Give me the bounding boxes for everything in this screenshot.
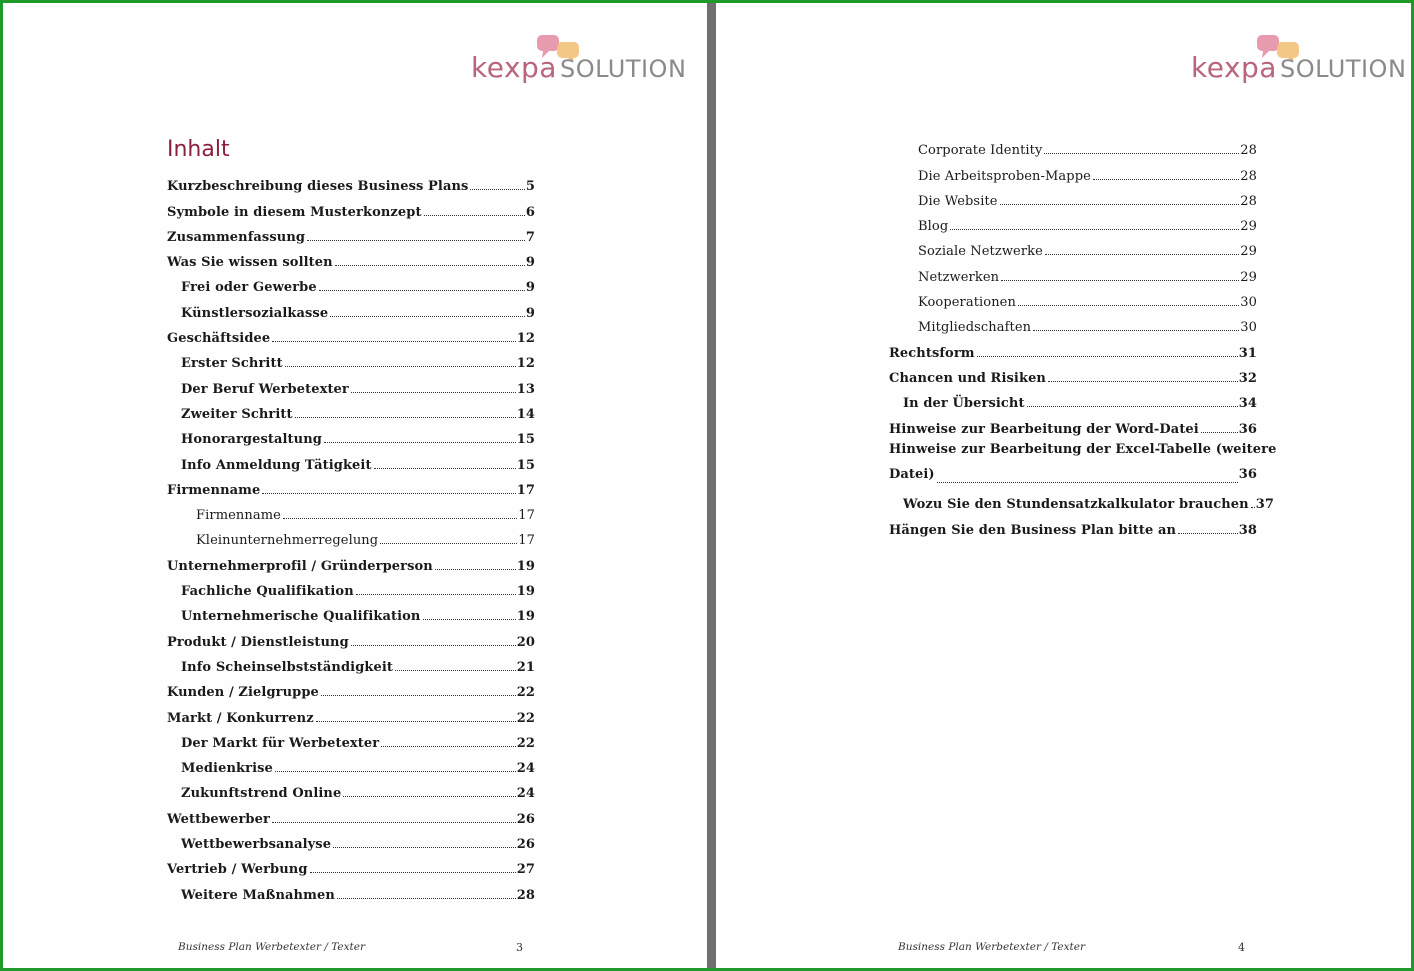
toc-entry[interactable]	[167, 422, 535, 447]
toc-entry-title: Der Beruf Werbetexter	[181, 381, 349, 397]
toc-entry-page: 24	[516, 761, 535, 777]
toc-entry-title: Blog	[918, 219, 949, 235]
toc-entry[interactable]	[889, 209, 1257, 234]
toc-entry-title: Wozu Sie den Stundensatzkalkulator brauchen	[903, 497, 1249, 513]
toc-entry[interactable]	[167, 852, 535, 877]
toc-entry[interactable]	[167, 245, 535, 270]
toc-entry-page: 31	[1238, 345, 1257, 361]
toc-dot-leader	[351, 392, 516, 393]
toc-dot-leader	[275, 771, 516, 772]
logo-product: SOLUTION	[559, 55, 687, 83]
toc-entry-page: 19	[516, 584, 535, 600]
toc-entry-title: Mitgliedschaften	[918, 320, 1032, 336]
toc-entry-page: 7	[525, 229, 535, 245]
toc-dot-leader	[395, 670, 516, 671]
toc-entry-page: 38	[1238, 522, 1257, 538]
toc-entry[interactable]	[167, 700, 535, 725]
toc-entry[interactable]	[167, 220, 535, 245]
toc-entry-page: 20	[516, 634, 535, 650]
toc-entry-page: 15	[516, 457, 535, 473]
toc-entry-page: 30	[1240, 320, 1257, 336]
toc-entry-page: 29	[1240, 219, 1257, 235]
toc-entry-page: 26	[516, 811, 535, 827]
toc-dot-leader	[356, 594, 516, 595]
toc-dot-leader	[435, 569, 516, 570]
toc-entry[interactable]	[889, 361, 1257, 386]
toc-entry[interactable]	[889, 234, 1257, 259]
toc-dot-leader	[1001, 280, 1239, 281]
toc-entry-page: 37	[1255, 497, 1275, 513]
toc-entry-title: Corporate Identity	[918, 143, 1043, 159]
toc-dot-leader	[1251, 507, 1255, 508]
toc-entry-page: 21	[516, 659, 535, 675]
toc-entry[interactable]	[167, 751, 535, 776]
toc-entry-title: Netzwerken	[918, 269, 1000, 285]
toc-entry-title: Symbole in diesem Musterkonzept	[167, 204, 422, 220]
toc-entry-title: Hängen Sie den Business Plan bitte an	[889, 522, 1177, 538]
toc-entry-title: Weitere Maßnahmen	[181, 887, 335, 903]
logo-brand: kexpa	[471, 51, 557, 84]
toc-entry-title: Zukunftstrend Online	[181, 786, 342, 802]
toc-entry[interactable]	[889, 184, 1257, 209]
toc-entry-title: Vertrieb / Werbung	[167, 862, 308, 878]
toc-entry-page: 30	[1240, 295, 1257, 311]
toc-entry-page: 32	[1238, 370, 1257, 386]
toc-entry[interactable]	[167, 650, 535, 675]
toc-entry-page: 9	[525, 305, 535, 321]
toc-dot-leader	[272, 822, 516, 823]
toc-entry-title: Die Arbeitsproben-Mappe	[918, 168, 1091, 184]
toc-dot-leader	[380, 543, 517, 544]
toc-entry-page: 27	[516, 862, 535, 878]
toc-dot-leader	[330, 316, 525, 317]
toc-dot-leader	[1000, 204, 1240, 205]
toc-entry[interactable]	[889, 487, 1275, 513]
toc-dot-leader	[1048, 381, 1238, 382]
toc-entry-page: 22	[516, 735, 535, 751]
toc-entry-page: 22	[516, 710, 535, 726]
toc-entry-title: Wettbewerber	[167, 811, 270, 827]
toc-entry-page: 36	[1238, 466, 1257, 482]
toc-entry-line	[889, 462, 1257, 487]
toc-entry-page: 17	[518, 533, 535, 549]
toc-dot-leader	[381, 746, 515, 747]
toc-entry[interactable]	[889, 133, 1257, 158]
toc-entry-title: Zweiter Schritt	[181, 406, 293, 422]
toc-entry[interactable]	[889, 335, 1257, 360]
toc-entry[interactable]	[167, 726, 535, 751]
toc-dot-leader	[307, 240, 525, 241]
toc-entry-page: 15	[516, 432, 535, 448]
toc-entry-title: Geschäftsidee	[167, 331, 271, 347]
toc-heading: Inhalt	[167, 137, 230, 162]
kexpa-logo	[1191, 33, 1411, 89]
toc-entry-page: 22	[516, 685, 535, 701]
toc-entry-title: Medienkrise	[181, 761, 273, 777]
toc-entry-page: 28	[1240, 168, 1257, 184]
toc-entry-title: Firmenname	[167, 482, 261, 498]
toc-entry[interactable]	[167, 776, 535, 801]
toc-entry-title: Erster Schritt	[181, 356, 283, 372]
toc-entry[interactable]	[167, 574, 535, 599]
toc-dot-leader	[335, 265, 525, 266]
footer-page-number: 4	[1238, 941, 1245, 954]
toc-entry-page: 14	[516, 406, 535, 422]
toc-entry-title: Hinweise zur Bearbeitung der Word-Datei	[889, 421, 1199, 437]
toc-entry-title: Soziale Netzwerke	[918, 244, 1043, 260]
toc-entry[interactable]	[167, 270, 535, 295]
toc-entry[interactable]	[167, 346, 535, 371]
toc-entry-page: 29	[1240, 269, 1257, 285]
toc-entry-page: 5	[525, 179, 535, 195]
toc-dot-leader	[262, 493, 515, 494]
toc-dot-leader	[1044, 153, 1239, 154]
toc-dot-leader	[324, 442, 516, 443]
toc-entry[interactable]	[167, 548, 535, 573]
page-4	[716, 3, 1411, 968]
toc-entry-page: 26	[516, 837, 535, 853]
toc-entry-title: Chancen und Risiken	[889, 370, 1046, 386]
toc-entry-title: Produkt / Dienstleistung	[167, 634, 349, 650]
toc-entry-page: 17	[518, 508, 535, 524]
toc-entry-page: 9	[525, 280, 535, 296]
footer-page-number: 3	[516, 941, 523, 954]
toc-entry-title: Was Sie wissen sollten	[167, 255, 333, 271]
toc-entry-title: Frei oder Gewerbe	[181, 280, 317, 296]
table-of-contents-continued	[889, 133, 1277, 538]
toc-entry-page: 19	[516, 609, 535, 625]
toc-entry-page: 28	[1240, 193, 1257, 209]
toc-entry-title: Kooperationen	[918, 295, 1016, 311]
toc-entry[interactable]	[167, 194, 535, 219]
toc-entry[interactable]	[167, 624, 535, 649]
toc-entry-title: Info Scheinselbstständigkeit	[181, 659, 394, 675]
page-3	[3, 3, 707, 968]
toc-entry-page: 24	[516, 786, 535, 802]
toc-entry-page: 19	[516, 558, 535, 574]
toc-entry[interactable]	[167, 827, 535, 852]
toc-entry-page: 36	[1238, 421, 1257, 437]
kexpa-logo	[471, 33, 701, 89]
table-of-contents	[167, 169, 535, 903]
toc-entry[interactable]	[167, 397, 535, 422]
footer-title: Business Plan Werbetexter / Texter	[178, 941, 366, 953]
toc-entry[interactable]	[167, 169, 535, 194]
toc-entry-title: Wettbewerbsanalyse	[181, 837, 332, 853]
toc-dot-leader	[374, 468, 516, 469]
logo-wordmark	[1191, 51, 1406, 84]
toc-entry[interactable]	[889, 259, 1257, 284]
toc-entry-title: Kleinunternehmerregelung	[196, 533, 379, 549]
toc-entry-page: 6	[525, 204, 535, 220]
toc-entry-title: Rechtsform	[889, 345, 975, 361]
toc-dot-leader	[343, 796, 515, 797]
toc-entry[interactable]	[167, 877, 535, 902]
toc-dot-leader	[283, 518, 517, 519]
toc-entry[interactable]	[889, 512, 1257, 537]
footer-title: Business Plan Werbetexter / Texter	[898, 941, 1086, 953]
toc-entry[interactable]	[167, 801, 535, 826]
document-viewport	[3, 3, 1411, 968]
toc-entry[interactable]	[167, 523, 535, 548]
toc-entry-title: Firmenname	[196, 508, 281, 524]
toc-dot-leader	[423, 619, 516, 620]
toc-dot-leader	[337, 898, 516, 899]
toc-entry[interactable]	[167, 321, 535, 346]
toc-entry-title: Info Anmeldung Tätigkeit	[181, 457, 372, 473]
toc-dot-leader	[1045, 254, 1239, 255]
toc-entry-title: Markt / Konkurrenz	[167, 710, 314, 726]
toc-entry-page: 34	[1238, 396, 1257, 412]
toc-entry-title: Hinweise zur Bearbeitung der Excel-Tabelle (weitere	[889, 441, 1277, 457]
toc-entry-title: Die Website	[918, 193, 998, 209]
toc-entry-title: Unternehmerprofil / Gründerperson	[167, 558, 433, 574]
toc-entry-page: 29	[1240, 244, 1257, 260]
toc-dot-leader	[310, 872, 516, 873]
toc-entry[interactable]	[167, 498, 535, 523]
toc-entry-title-continued: Datei)	[889, 466, 935, 482]
toc-entry[interactable]	[167, 371, 535, 396]
toc-dot-leader	[316, 721, 516, 722]
toc-entry-title: Zusammenfassung	[167, 229, 306, 245]
toc-entry[interactable]	[167, 675, 535, 700]
toc-entry[interactable]	[167, 295, 535, 320]
toc-entry[interactable]	[889, 437, 1277, 488]
toc-dot-leader	[1027, 406, 1238, 407]
toc-entry-page: 17	[516, 482, 535, 498]
toc-dot-leader	[950, 229, 1239, 230]
logo-product: SOLUTION	[1279, 55, 1407, 83]
toc-dot-leader	[1018, 305, 1239, 306]
toc-entry-page: 28	[1240, 143, 1257, 159]
toc-entry-title: Künstlersozialkasse	[181, 305, 329, 321]
toc-entry[interactable]	[167, 447, 535, 472]
toc-entry[interactable]	[889, 158, 1257, 183]
toc-entry[interactable]	[889, 310, 1257, 335]
toc-dot-leader	[1033, 330, 1239, 331]
toc-dot-leader	[1093, 179, 1239, 180]
toc-entry-title: In der Übersicht	[903, 396, 1025, 412]
logo-wordmark	[471, 51, 686, 84]
toc-entry[interactable]	[889, 386, 1257, 411]
toc-entry-title: Der Markt für Werbetexter	[181, 735, 380, 751]
toc-entry-title: Kurzbeschreibung dieses Business Plans	[167, 179, 469, 195]
toc-dot-leader	[351, 645, 516, 646]
toc-entry-title: Unternehmerische Qualifikation	[181, 609, 421, 625]
toc-dot-leader	[295, 417, 516, 418]
toc-dot-leader	[333, 847, 516, 848]
toc-entry-page: 12	[516, 331, 535, 347]
toc-dot-leader	[470, 189, 524, 190]
toc-dot-leader	[285, 366, 516, 367]
toc-entry-page: 28	[516, 887, 535, 903]
toc-entry[interactable]	[889, 411, 1257, 436]
toc-dot-leader	[977, 356, 1238, 357]
toc-entry-page: 12	[516, 356, 535, 372]
logo-brand: kexpa	[1191, 51, 1277, 84]
toc-entry[interactable]	[167, 473, 535, 498]
toc-dot-leader	[321, 695, 516, 696]
toc-entry-page: 13	[516, 381, 535, 397]
toc-dot-leader	[424, 215, 525, 216]
toc-entry-title: Kunden / Zielgruppe	[167, 685, 319, 701]
toc-entry-page: 9	[525, 255, 535, 271]
toc-dot-leader	[1201, 432, 1238, 433]
toc-dot-leader	[937, 482, 1238, 483]
toc-entry[interactable]	[889, 285, 1257, 310]
toc-dot-leader	[272, 341, 515, 342]
toc-entry[interactable]	[167, 599, 535, 624]
toc-dot-leader	[1178, 533, 1238, 534]
toc-entry-title: Fachliche Qualifikation	[181, 584, 354, 600]
toc-dot-leader	[319, 290, 525, 291]
toc-entry-title: Honorargestaltung	[181, 432, 322, 448]
